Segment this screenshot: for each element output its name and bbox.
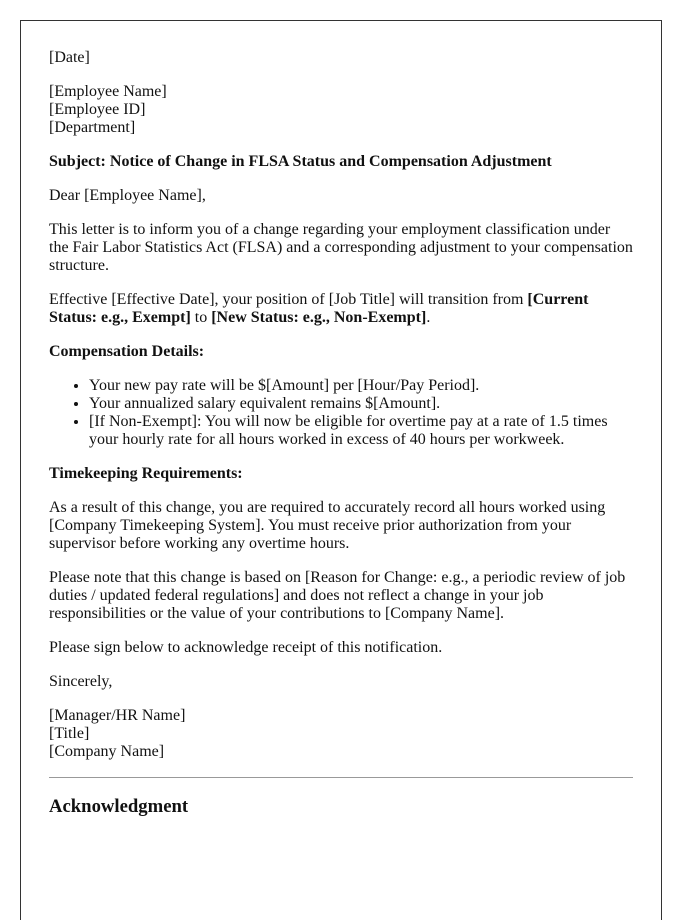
signature-block — [49, 707, 633, 761]
recipient-department: [Department] — [49, 119, 136, 136]
recipient-id: [Employee ID] — [49, 101, 146, 118]
signer-company: [Company Name] — [49, 743, 165, 760]
new-status: [New Status: e.g., Non-Exempt] — [211, 309, 427, 326]
section-divider — [49, 777, 633, 778]
sign-request: Please sign below to acknowledge receipt of this notification. — [49, 639, 443, 656]
signer-name: [Manager/HR Name] — [49, 707, 186, 724]
reason-paragraph: Please note that this change is based on [Reason for Change: e.g., a periodic review of job duties / updated federal regulations] and does not reflect a change in your job responsibilities or the value of your contributions to [Company Name]. — [49, 569, 626, 622]
letter-date: [Date] — [49, 49, 90, 66]
compensation-item: • Your annualized salary equivalent remains $[Amount]. — [89, 395, 633, 413]
timekeeping-heading: Timekeeping Requirements: — [49, 465, 243, 482]
closing: Sincerely, — [49, 673, 113, 690]
effective-paragraph — [49, 291, 633, 327]
recipient-block — [49, 83, 633, 137]
effective-prefix: Effective [Effective Date], your position of [Job Title] will transition from — [49, 291, 528, 308]
compensation-heading: Compensation Details: — [49, 343, 205, 360]
intro-paragraph: This letter is to inform you of a change regarding your employment classification under the Fair Labor Statistics Act (FLSA) and a corresponding adjustment to your compensation structure. — [49, 221, 633, 274]
current-status: [Current Status: e.g., Exempt] — [49, 291, 589, 326]
compensation-item: • Your new pay rate will be $[Amount] per [Hour/Pay Period]. — [89, 377, 633, 395]
document-viewport — [20, 20, 662, 817]
salutation: Dear [Employee Name], — [49, 187, 206, 204]
letter-subject: Subject: Notice of Change in FLSA Status and Compensation Adjustment — [49, 153, 552, 170]
compensation-item: • [If Non-Exempt]: You will now be eligible for overtime pay at a rate of 1.5 times your hourly rate for all hours worked in excess of 40 hours per workweek. — [89, 413, 633, 449]
timekeeping-paragraph: As a result of this change, you are required to accurately record all hours worked using [Company Timekeeping System]. You must receive prior authorization from your supervisor before working any overtime hours. — [49, 499, 606, 552]
recipient-name: [Employee Name] — [49, 83, 167, 100]
compensation-list — [49, 377, 633, 449]
effective-middle: to — [190, 309, 212, 326]
acknowledgment-heading: Acknowledgment — [49, 796, 189, 817]
letter-page — [20, 20, 662, 920]
effective-suffix: . — [426, 309, 431, 326]
signer-title: [Title] — [49, 725, 90, 742]
